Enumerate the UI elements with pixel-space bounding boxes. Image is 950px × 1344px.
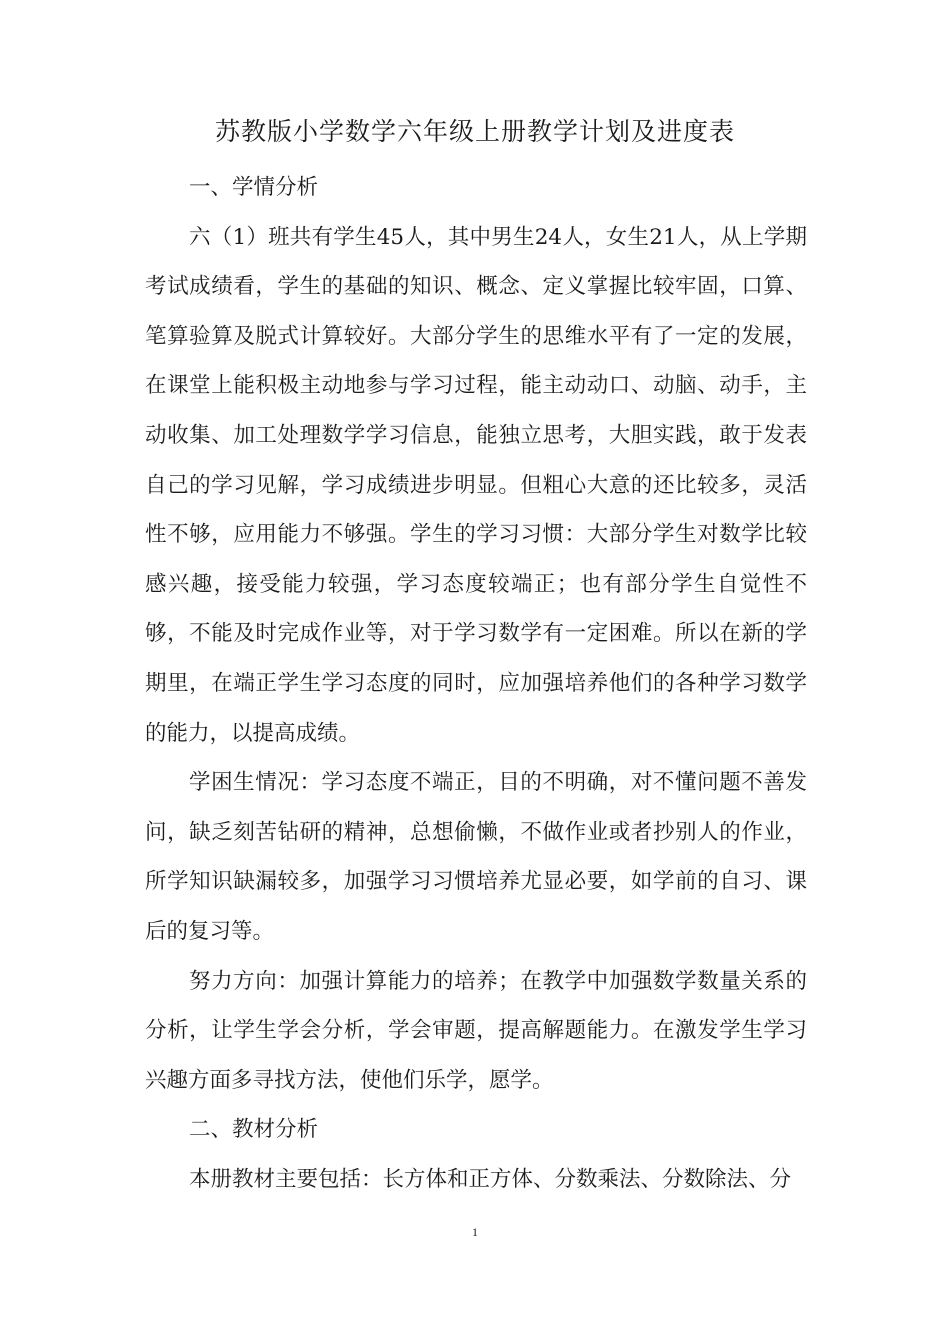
document-body xyxy=(145,163,807,1204)
paragraph-struggling-students: 学困生情况：学习态度不端正，目的不明确，对不懂问题不善发问，缺乏刻苦钻研的精神，总想偷懒，不做作业或者抄别人的作业，所学知识缺漏较多，加强学习习惯培养尤显必要，如学前的自习、课后的复习等。 xyxy=(145,770,807,944)
page-number: 1 xyxy=(472,1225,478,1239)
section-heading-textbook-analysis: 二、教材分析 xyxy=(189,1117,319,1143)
section-heading-student-analysis: 一、学情分析 xyxy=(189,175,319,200)
document-title: 苏教版小学数学六年级上册教学计划及进度表 xyxy=(214,117,735,146)
paragraph-improvement-direction: 努力方向：加强计算能力的培养；在教学中加强数学数量关系的分析，让学生学会分析，学会审题，提高解题能力。在激发学生学习兴趣方面多寻找方法，使他们乐学，愿学。 xyxy=(145,968,807,1093)
paragraph-textbook-contents: 本册教材主要包括：长方体和正方体、分数乘法、分数除法、分 xyxy=(189,1166,792,1192)
paragraph-class-overview: 六（1）班共有学生45人，其中男生24人，女生21人，从上学期考试成绩看，学生的基础的知识、概念、定义掌握比较牢固，口算、笔算验算及脱式计算较好。大部分学生的思维水平有了一定的发展，在课堂上能积极主动地参与学习过程，能主动动口、动脑、动手，主动收集、加工处理数学学习信息，能独立思考，大胆实践，敢于发表自己的学习见解，学习成绩进步明显。但粗心大意的还比较多，灵活性不够，应用能力不够强。学生的学习习惯：大部分学生对数学比较感兴趣，接受能力较强，学习态度较端正；也有部分学生自觉性不够，不能及时完成作业等，对于学习数学有一定困难。所以在新的学期里，在端正学生学习态度的同时，应加强培养他们的各种学习数学的能力，以提高成绩。 xyxy=(145,224,807,746)
